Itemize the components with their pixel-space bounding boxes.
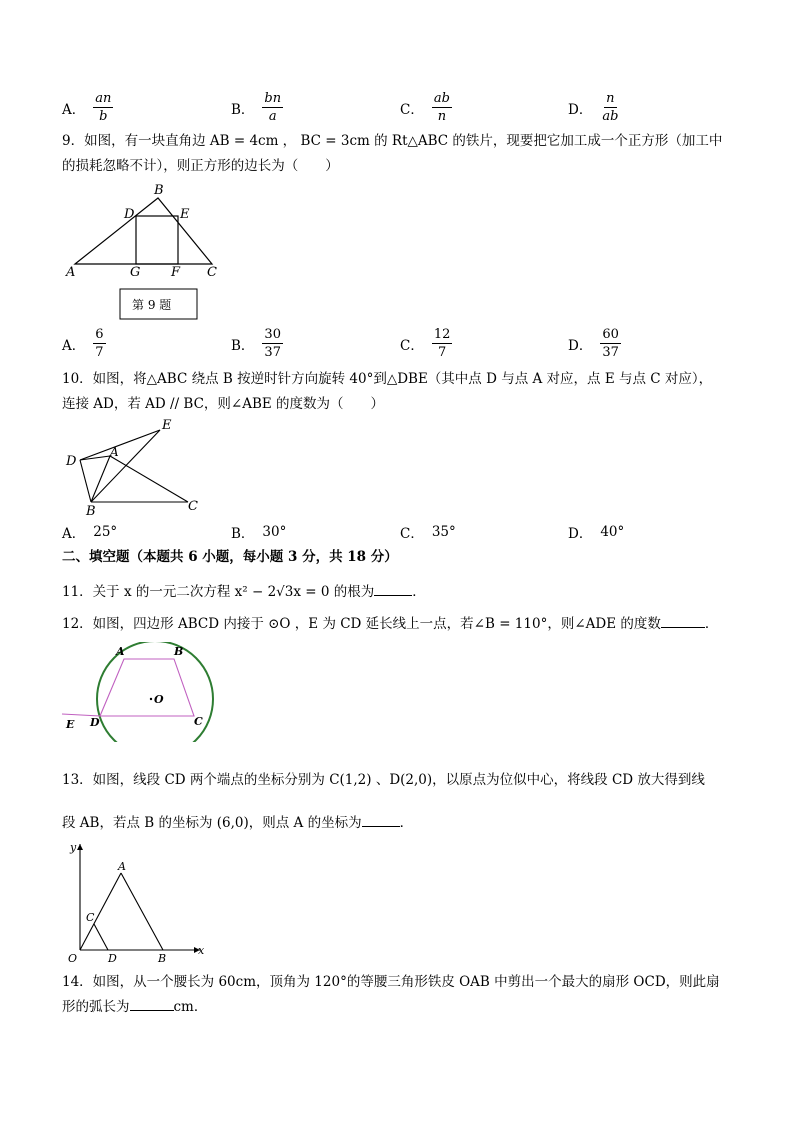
q9-option-c xyxy=(400,326,452,361)
label-d: D xyxy=(90,716,100,729)
segment-ac xyxy=(110,456,188,502)
option-label: D． xyxy=(568,526,593,542)
label-d: D xyxy=(66,454,77,469)
label-a: A xyxy=(110,445,119,459)
label-c: C xyxy=(86,911,95,924)
segment-ab xyxy=(121,873,163,950)
segment-de xyxy=(80,430,160,460)
option-text: 30° xyxy=(262,524,287,540)
q10-figure xyxy=(60,416,210,516)
label-b: B xyxy=(154,183,164,198)
numerator: 12 xyxy=(433,327,451,342)
q13-text: 段 AB，若点 B 的坐标为 (6,0)，则点 A 的坐标为 xyxy=(62,815,362,831)
option-label: B． xyxy=(231,526,255,542)
option-label: A． xyxy=(62,337,86,354)
option-label: C． xyxy=(400,526,424,542)
numerator: ab xyxy=(433,91,450,106)
label-f: F xyxy=(171,265,181,280)
denominator: 7 xyxy=(95,345,104,360)
numerator: an xyxy=(95,91,112,106)
q9-stem-line2: 的损耗忽略不计），则正方形的边长为（ ） xyxy=(62,158,339,174)
fraction xyxy=(262,90,283,125)
figure-caption: 第 9 题 xyxy=(132,298,172,312)
label-a: A xyxy=(116,645,125,658)
denominator: n xyxy=(437,109,447,124)
q10-option-a xyxy=(62,522,117,542)
q13-figure xyxy=(60,840,210,965)
q9-option-d xyxy=(568,326,621,361)
q12-text: 12．如图，四边形 ABCD 内接于 ⊙O ，E 为 CD 延长线上一点，若∠B = 110°，则∠ADE 的度数 xyxy=(62,616,661,632)
label-d: D xyxy=(108,952,117,965)
option-label: B． xyxy=(231,101,255,118)
label-b: B xyxy=(174,645,184,658)
numerator: n xyxy=(606,91,615,106)
option-text: 25° xyxy=(93,524,118,540)
denominator: a xyxy=(268,109,277,124)
label-e: E xyxy=(66,718,75,731)
y-axis-arrow xyxy=(77,844,83,850)
denominator: 37 xyxy=(602,345,619,360)
label-o: O xyxy=(154,693,164,706)
denominator: b xyxy=(99,109,108,124)
q14-stem-line1: 14．如图，从一个腰长为 60cm，顶角为 120°的等腰三角形铁皮 OAB 中剪出一个最大的扇形 OCD，则此扇 xyxy=(62,974,720,990)
section-2-title: 二、填空题（本题共 6 小题，每小题 3 分，共 18 分） xyxy=(62,549,398,565)
option-label: D． xyxy=(568,337,593,354)
triangle-abc xyxy=(75,198,212,264)
segment-ab xyxy=(91,456,110,502)
option-label: C． xyxy=(400,337,424,354)
center-dot xyxy=(150,698,152,700)
q10-option-c xyxy=(400,522,456,542)
q13-period: ． xyxy=(399,815,414,831)
denominator: 37 xyxy=(264,345,281,360)
fraction xyxy=(600,326,621,361)
q9-stem-line1: 9．如图，有一块直角边 AB = 4cm ， BC = 3cm 的 Rt△ABC 的铁片，现要把它加工成一个正方形（加工中 xyxy=(62,133,723,149)
q10-option-b xyxy=(231,522,286,542)
q14-line2 xyxy=(62,996,742,1018)
answer-blank[interactable] xyxy=(362,812,400,827)
q11-period: ． xyxy=(412,584,426,600)
label-a: A xyxy=(66,265,76,280)
fraction xyxy=(93,90,113,125)
fraction xyxy=(432,326,453,361)
label-e: E xyxy=(162,418,172,433)
fraction xyxy=(432,90,452,125)
q12-period: ． xyxy=(704,616,719,632)
q10-option-d xyxy=(568,522,624,542)
quadrilateral-abcd xyxy=(100,659,194,716)
answer-blank[interactable] xyxy=(130,996,174,1011)
label-o: O xyxy=(68,952,78,965)
option-label: A． xyxy=(62,101,86,118)
q12-line xyxy=(62,613,742,635)
answer-blank[interactable] xyxy=(374,581,412,596)
answer-blank[interactable] xyxy=(661,613,705,628)
q10-stem-line2: 连接 AD，若 AD // BC，则∠ABE 的度数为（ ） xyxy=(62,396,385,412)
label-g: G xyxy=(130,265,141,280)
q8-option-a xyxy=(62,90,113,125)
segment-cd xyxy=(94,924,108,950)
option-text: 40° xyxy=(600,524,625,540)
fraction xyxy=(262,326,283,361)
numerator: 60 xyxy=(602,327,619,342)
option-text: 35° xyxy=(431,524,456,540)
segment-be xyxy=(91,430,160,502)
q10-stem-line1: 10．如图，将△ABC 绕点 B 按逆时针方向旋转 40°到△DBE（其中点 D 与点 A 对应，点 E 与点 C 对应）， xyxy=(62,371,713,387)
label-c: C xyxy=(194,715,203,728)
label-b: B xyxy=(158,952,167,965)
label-b: B xyxy=(86,504,96,516)
label-a: A xyxy=(118,860,126,873)
denominator: 7 xyxy=(437,345,447,360)
q11-text: 11．关于 x 的一元二次方程 x² − 2√3x = 0 的根为 xyxy=(62,584,375,600)
numerator: bn xyxy=(264,91,282,106)
q8-option-c xyxy=(400,90,452,125)
q13-stem-line1: 13．如图，线段 CD 两个端点的坐标分别为 C(1,2) 、D(2,0)，以原点为位似中心，将线段 CD 放大得到线 xyxy=(62,772,705,788)
option-label: D． xyxy=(568,101,593,118)
label-c: C xyxy=(188,499,198,514)
q8-option-d xyxy=(568,90,620,125)
label-y: y xyxy=(70,841,77,854)
label-x: x xyxy=(198,944,205,957)
denominator: ab xyxy=(602,109,619,124)
q9-figure xyxy=(60,182,230,322)
q12-figure xyxy=(60,642,230,742)
segment-db xyxy=(80,460,91,502)
q11-line xyxy=(62,581,742,603)
square-degf xyxy=(136,216,178,264)
fraction xyxy=(600,90,620,125)
label-d: D xyxy=(124,207,135,222)
q9-option-b xyxy=(231,326,283,361)
q14-unit: cm． xyxy=(173,999,208,1015)
q9-option-a xyxy=(62,326,106,361)
q13-line2 xyxy=(62,812,742,834)
fraction xyxy=(93,326,105,361)
option-label: B． xyxy=(231,337,255,354)
q8-option-b xyxy=(231,90,283,125)
q14-text: 形的弧长为 xyxy=(62,999,130,1015)
label-c: C xyxy=(207,265,217,280)
numerator: 6 xyxy=(95,327,104,342)
label-e: E xyxy=(180,207,190,222)
option-label: A． xyxy=(62,526,86,542)
numerator: 30 xyxy=(264,327,281,342)
option-label: C． xyxy=(400,101,424,118)
